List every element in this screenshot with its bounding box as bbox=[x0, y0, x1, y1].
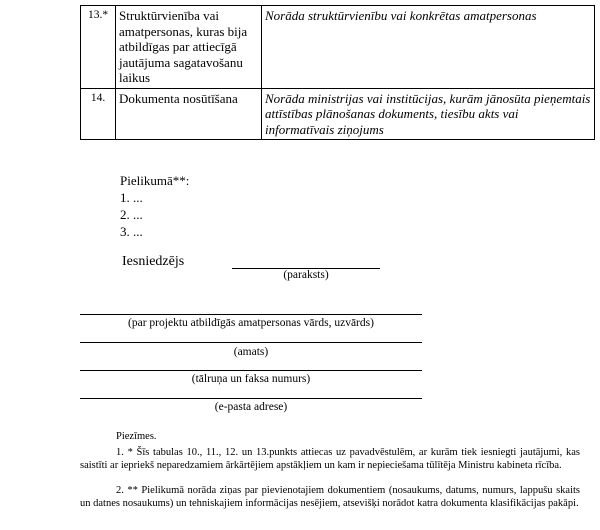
row-label: Dokumenta nosūtīšana bbox=[116, 88, 262, 140]
notes-title: Piezīmes. bbox=[116, 431, 157, 442]
row-value: Norāda ministrijas vai institūcijas, kurām jānosūta pieņemtais attīstības plānošanas dokuments, tiesību akts vai informatīvais ziņojums bbox=[262, 88, 595, 140]
row-value: Norāda struktūrvienību vai konkrētas amatpersonas bbox=[262, 6, 595, 89]
table-row bbox=[81, 6, 595, 89]
name-caption: (par projektu atbildīgās amatpersonas vārds, uzvārds) bbox=[128, 317, 374, 329]
row-number: 14. bbox=[81, 88, 116, 140]
info-table bbox=[80, 5, 595, 140]
table-row bbox=[81, 88, 595, 140]
phone-caption: (tālruņa un faksa numurs) bbox=[191, 373, 311, 385]
email-line bbox=[80, 398, 422, 399]
submitter-label: Iesniedzējs bbox=[122, 254, 185, 269]
note-item: 2. ** Pielikumā norāda ziņas par pievienotajiem dokumentiem (nosaukums, datums, numurs, lappušu skaits un datnes nosaukums) un tehniskajiem informācijas nesējiem, atsevišķi norādot katra dokumenta klasifikācijas pakāpi. bbox=[80, 485, 580, 509]
note-item: 1. * Šīs tabulas 10., 11., 12. un 13.punkts attiecas uz pavadvēstulēm, ar kurām tiek iesniegti jautājumi, kas saistīti ar iepriekš neparedzamiem ārkārtējiem apstākļiem un kam ir nepieciešama tūlītēja Ministru kabineta rīcība. bbox=[80, 447, 580, 471]
row-label: Struktūrvienība vai amatpersonas, kuras bija atbildīgas par attiecīgā jautājuma sagatavošanu laikus bbox=[116, 6, 262, 89]
attachment-item: 3. ... bbox=[120, 224, 143, 239]
position-line bbox=[80, 342, 422, 343]
position-caption: (amats) bbox=[233, 346, 269, 358]
attachments-title: Pielikumā**: bbox=[120, 173, 190, 188]
email-caption: (e-pasta adrese) bbox=[214, 401, 288, 413]
name-line bbox=[80, 314, 422, 315]
attachment-item: 2. ... bbox=[120, 207, 143, 222]
attachment-item: 1. ... bbox=[120, 190, 143, 205]
signature-caption: (paraksts) bbox=[283, 269, 329, 281]
phone-line bbox=[80, 370, 422, 371]
row-number: 13.* bbox=[81, 6, 116, 89]
